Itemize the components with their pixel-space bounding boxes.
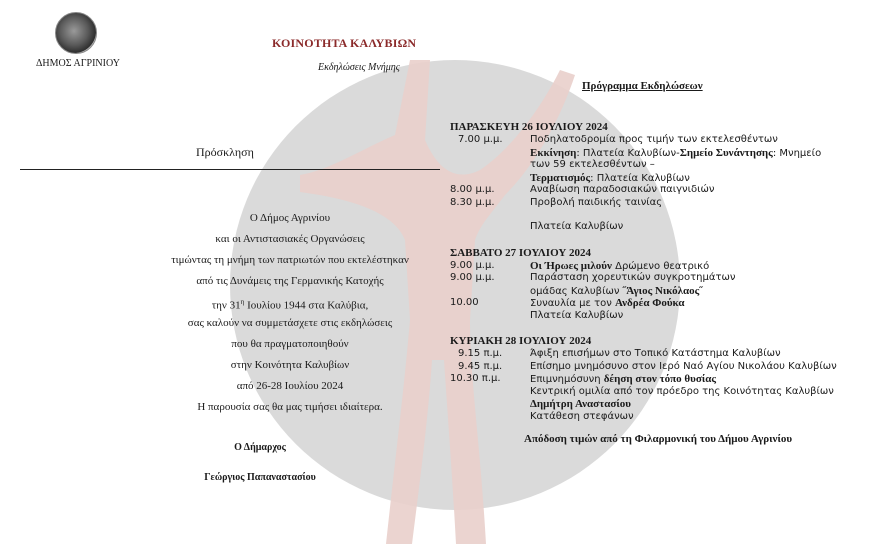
event-title: Οι Ήρωες μιλούν — [530, 259, 612, 272]
day-heading-friday: ΠΑΡΑΣΚΕΥΗ 26 ΙΟΥΛΙΟΥ 2024 — [450, 121, 608, 133]
schedule-row — [450, 260, 896, 273]
memorial-bold: δέηση στον τόπο θυσίας — [603, 373, 717, 385]
program-title: Πρόγραμμα Εκδηλώσεων — [582, 80, 703, 92]
event-desc: Άφιξη επισήμων στο Τοπικό Κατάστημα Καλυβίων — [530, 348, 781, 359]
schedule-row — [450, 197, 896, 210]
event-desc — [530, 297, 896, 310]
concert-text: Συναυλία με τον — [530, 298, 615, 309]
invitation-title: Πρόσκληση — [196, 145, 254, 159]
event-desc: Αναβίωση παραδοσιακών παιγνιδιών — [530, 184, 715, 195]
event-time: 10.00 — [450, 297, 479, 308]
schedule-row — [450, 272, 896, 285]
event-desc: Προβολή παιδικής ταινίας — [530, 196, 663, 208]
municipality-seal-icon — [55, 12, 97, 54]
event-desc: Κεντρική ομιλία από τον πρόεδρο της Κοινότητας Καλυβίων — [530, 385, 834, 397]
schedule-row — [450, 159, 896, 172]
event-time: 8.00 μ.μ. — [450, 184, 495, 195]
event-desc — [530, 172, 896, 185]
schedule-row — [450, 373, 896, 386]
date-day: την 31 — [211, 299, 241, 312]
start-text: : Πλατεία Καλυβίων- — [576, 147, 680, 159]
closing-note: Απόδοση τιμών από τη Φιλαρμονική του Δήμου Αγρινίου — [524, 433, 793, 445]
signature-title: Ο Δήμαρχος — [234, 442, 286, 453]
event-subtitle: Εκδηλώσεις Μνήμης — [318, 62, 400, 73]
event-time: 8.30 μ.μ. — [450, 196, 495, 208]
meeting-text: : Μνημείο — [772, 147, 822, 159]
municipality-logo — [36, 12, 120, 69]
schedule-row — [450, 172, 896, 185]
performer-name: Ανδρέα Φούκα — [615, 297, 685, 309]
invitation-line: σας καλούν να συμμετάσχετε στις εκδηλώσεις — [187, 317, 393, 329]
event-desc: Επίσημο μνημόσυνο στον Ιερό Ναό Αγίου Νικολάου Καλυβίων — [530, 360, 837, 372]
invitation-body — [130, 208, 450, 418]
event-subtext: Δρώμενο θεατρικό — [611, 260, 710, 272]
schedule-row — [450, 147, 896, 160]
event-time: 9.00 μ.μ. — [450, 259, 495, 271]
invitation-line: από τις Δυνάμεις της Γερμανικής Κατοχής — [196, 275, 384, 287]
schedule-row — [450, 221, 896, 234]
group-name: ˝Άγιος Νικόλαος˝ — [622, 284, 703, 297]
schedule-row — [450, 348, 896, 361]
schedule-row — [450, 361, 896, 374]
finish-label: Τερματισμός — [530, 171, 591, 184]
schedule-row — [450, 297, 896, 310]
event-time: 9.15 π.μ. — [458, 348, 503, 359]
speaker-name: Δημήτρη Αναστασίου — [530, 398, 631, 410]
date-ordinal: η — [240, 298, 245, 306]
invitation-line: από 26-28 Ιουλίου 2024 — [236, 380, 344, 392]
divider-line — [20, 169, 440, 170]
event-time: 9.45 π.μ. — [458, 360, 503, 372]
day-heading-sunday: ΚΥΡΙΑΚΗ 28 ΙΟΥΛΙΟΥ 2024 — [450, 335, 592, 347]
group-text: ομάδας Καλυβίων — [530, 285, 623, 297]
schedule-row — [450, 285, 896, 298]
start-label: Εκκίνηση — [530, 146, 577, 159]
signature-name: Γεώργιος Παπαναστασίου — [204, 472, 316, 483]
schedule-row — [450, 310, 896, 323]
schedule-row — [450, 134, 896, 147]
invitation-line: και οι Αντιστασιακές Οργανώσεις — [215, 233, 365, 245]
date-rest: Ιουλίου 1944 στα Καλύβια, — [244, 299, 369, 312]
schedule-row — [450, 184, 896, 197]
event-time: 10.30 π.μ. — [450, 373, 501, 384]
event-desc — [530, 147, 896, 160]
municipality-name: ΔΗΜΟΣ ΑΓΡΙΝΙΟΥ — [36, 58, 120, 69]
invitation-line-date — [130, 292, 450, 313]
community-title: ΚΟΙΝΟΤΗΤΑ ΚΑΛΥΒΙΩΝ — [272, 36, 417, 50]
event-desc: Παράσταση χορευτικών συγκροτημάτων — [530, 272, 736, 283]
invitation-line: που θα πραγματοποιηθούν — [231, 338, 349, 350]
event-desc: Ποδηλατοδρομία προς τιμήν των εκτελεσθέντων — [530, 134, 778, 145]
schedule-row — [450, 398, 896, 411]
event-desc — [530, 285, 896, 298]
event-desc: Κατάθεση στεφάνων — [530, 410, 634, 422]
event-time: 7.00 μ.μ. — [458, 134, 503, 145]
meeting-label: Σημείο Συνάντησης — [679, 146, 773, 159]
event-desc: των 59 εκτελεσθέντων – — [530, 159, 655, 170]
finish-text: : Πλατεία Καλυβίων — [590, 172, 690, 184]
memorial-text: Επιμνημόσυνη — [530, 374, 604, 385]
invitation-line: τιμώντας τη μνήμη των πατριωτών που εκτελέστηκαν — [171, 254, 409, 266]
event-desc — [530, 373, 896, 386]
schedule-row — [450, 386, 896, 399]
signature-block — [150, 440, 370, 500]
invitation-line: Η παρουσία σας θα μας τιμήσει ιδιαίτερα. — [197, 401, 383, 413]
event-time: 9.00 μ.μ. — [450, 272, 495, 283]
day-heading-saturday: ΣΑΒΒΑΤΟ 27 ΙΟΥΛΙΟΥ 2024 — [450, 246, 592, 259]
event-desc — [530, 260, 896, 273]
schedule-row — [450, 411, 896, 424]
program-schedule — [450, 120, 896, 445]
invitation-line: Ο Δήμος Αγρινίου — [249, 212, 331, 224]
invitation-line: στην Κοινότητα Καλυβίων — [230, 359, 350, 371]
event-place: Πλατεία Καλυβίων — [530, 309, 624, 321]
event-place: Πλατεία Καλυβίων — [530, 221, 624, 232]
